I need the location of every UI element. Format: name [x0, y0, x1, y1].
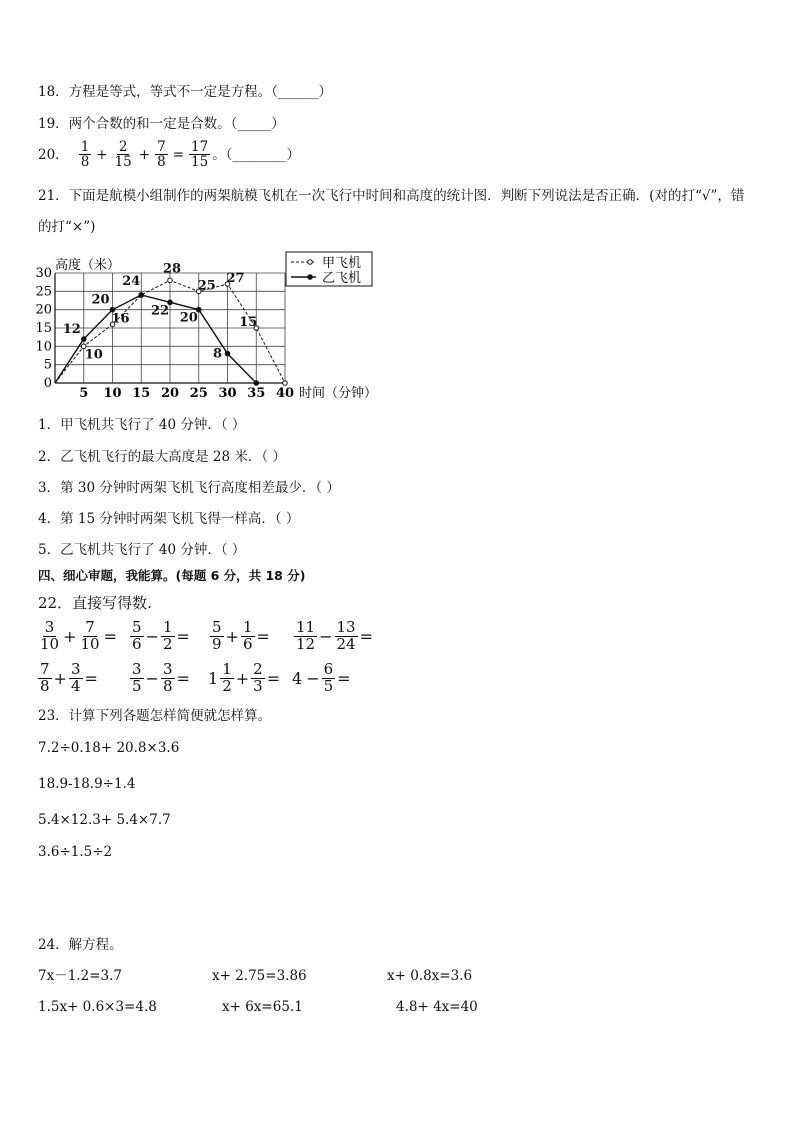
q22-expression	[292, 662, 351, 695]
section-4-title: 四、细心审题，我能算。(每题 6 分，共 18 分)	[38, 568, 306, 583]
operator: −	[145, 668, 159, 688]
fraction	[130, 662, 144, 695]
numerator: 1	[80, 139, 90, 155]
chart-labels	[63, 261, 258, 362]
q20-end: ）	[286, 146, 300, 163]
numerator: 1	[222, 660, 232, 678]
denominator: 6	[242, 634, 253, 653]
denominator: 10	[80, 634, 100, 653]
numerator: 3	[44, 618, 55, 636]
question-23-title: 23．计算下列各题怎样简便就怎样算。	[38, 708, 272, 724]
q18-tail: ）	[318, 84, 332, 100]
operator: +	[225, 626, 239, 646]
numerator: 1	[162, 618, 173, 636]
q22-expression	[128, 620, 190, 653]
numerator: 5	[212, 618, 222, 636]
data-label: 28	[162, 261, 182, 277]
data-label: 12	[62, 322, 81, 337]
fraction	[210, 620, 224, 653]
fraction	[322, 662, 336, 695]
x-tick-label: 40	[275, 386, 295, 400]
data-point-yi	[225, 351, 230, 356]
y-axis-label: 高度（米）	[55, 258, 121, 273]
numerator: 7	[40, 660, 50, 678]
y-tick-label: 20	[35, 302, 52, 318]
whole-number: 4	[292, 668, 303, 688]
x-tick-label: 25	[189, 386, 208, 400]
numerator: 5	[132, 618, 142, 636]
denominator: 8	[40, 676, 50, 695]
fraction	[220, 662, 234, 695]
operator: −	[319, 626, 333, 646]
denominator: 5	[132, 676, 142, 695]
q21-item-2: 2．乙飞机飞行的最大高度是 28 米．（ ）	[38, 449, 286, 465]
data-label: 8	[212, 346, 223, 362]
question-18	[38, 84, 332, 100]
q22-expression	[128, 662, 190, 695]
numerator: 6	[323, 660, 334, 678]
q23-item-2: 18.9-18.9÷1.4	[38, 776, 136, 792]
q20-result-fraction	[189, 140, 210, 169]
question-20	[38, 140, 300, 169]
numerator: 2	[118, 139, 128, 155]
equals-sign: =	[172, 146, 184, 163]
equals-sign: =	[266, 668, 281, 688]
q19-blank[interactable]: _____	[237, 116, 272, 132]
question-22-title: 22．直接写得数.	[38, 594, 152, 612]
x-tick-label: 30	[218, 386, 237, 400]
legend-label: 甲飞机	[322, 256, 362, 271]
operator: −	[306, 668, 320, 688]
q24-eq-6: 4.8+ 4x=40	[396, 999, 478, 1015]
numerator: 2	[253, 660, 263, 678]
mixed-whole: 1	[208, 668, 219, 688]
fraction	[38, 620, 61, 653]
data-label: 10	[84, 347, 103, 363]
equals-sign: =	[256, 626, 270, 646]
x-tick-label: 10	[103, 386, 122, 400]
q22-expression	[208, 662, 280, 695]
x-tick-label: 20	[160, 386, 180, 400]
fraction	[335, 620, 358, 653]
plus-sign: +	[138, 146, 151, 163]
numerator: 13	[336, 618, 356, 636]
denominator: 12	[296, 634, 316, 653]
legend-marker-jia	[308, 260, 313, 265]
data-label: 25	[197, 278, 216, 294]
numerator: 7	[157, 139, 166, 155]
equals-sign: =	[84, 668, 98, 688]
q22-expression	[36, 620, 117, 653]
denominator: 2	[162, 634, 173, 653]
question-21-line-2: 的打“×”)	[38, 219, 96, 235]
y-tick-label: 25	[35, 284, 52, 300]
q20-fraction-1	[79, 140, 92, 169]
x-tick-label: 5	[79, 386, 89, 400]
data-label: 15	[239, 315, 258, 330]
y-tick-label: 15	[35, 321, 52, 336]
q24-eq-5: x+ 6x=65.1	[222, 999, 303, 1015]
fraction	[79, 620, 102, 653]
y-tick-label: 0	[43, 376, 52, 391]
q19-text: 19．两个合数的和一定是合数。（	[38, 116, 238, 132]
denominator: 6	[132, 634, 142, 653]
q21-item-3: 3．第 30 分钟时两架飞机飞行高度相差最少．（ ）	[38, 480, 340, 496]
numerator: 11	[296, 618, 316, 636]
q24-eq-2: x+ 2.75=3.86	[212, 968, 307, 984]
q23-item-1: 7.2÷0.18+ 20.8×3.6	[38, 740, 180, 756]
denominator: 2	[222, 676, 232, 695]
q20-fraction-3	[155, 140, 168, 169]
plus-sign: +	[96, 146, 108, 163]
data-label: 20	[91, 292, 110, 308]
y-tick-label: 10	[35, 339, 52, 355]
question-19	[38, 116, 285, 132]
numerator: 7	[85, 618, 95, 636]
chart-series	[55, 278, 287, 385]
q18-text: 18．方程是等式，等式不一定是方程。（	[38, 84, 278, 100]
chart-legend	[286, 252, 372, 286]
equals-sign: =	[103, 626, 117, 646]
operator: +	[235, 668, 250, 688]
operator: +	[53, 668, 67, 688]
data-point-yi	[254, 381, 259, 386]
data-point-jia	[283, 381, 288, 386]
numerator: 3	[162, 660, 173, 678]
data-label: 27	[226, 271, 245, 286]
fraction	[161, 662, 175, 695]
q21-item-5: 5．乙飞机共飞行了 40 分钟．（ ）	[38, 542, 246, 558]
q24-eq-4: 1.5x+ 0.6×3=4.8	[38, 999, 157, 1015]
equals-sign: =	[176, 626, 190, 646]
q23-item-4: 3.6÷1.5÷2	[38, 844, 113, 860]
legend-label: 乙飞机	[322, 271, 362, 286]
fraction	[251, 662, 265, 695]
denominator: 8	[157, 154, 166, 171]
denominator: 15	[114, 154, 132, 171]
data-point-jia	[168, 278, 173, 283]
data-label: 20	[179, 310, 198, 326]
equals-sign: =	[176, 668, 190, 688]
x-axis-label: 时间（分钟）	[299, 386, 378, 400]
fraction	[294, 620, 317, 653]
data-label: 24	[122, 274, 141, 289]
question-21-line-1: 21．下面是航模小组制作的两架航模飞机在一次飞行中时间和高度的统计图．判断下列说法是否正确．(对的打“√”，错	[38, 188, 745, 204]
denominator: 4	[70, 676, 81, 695]
y-tick-label: 5	[43, 357, 52, 373]
fraction	[161, 620, 175, 653]
q20-tail: 。（	[212, 146, 233, 163]
q24-eq-3: x+ 0.8x=3.6	[387, 968, 473, 984]
q22-expression	[208, 620, 270, 653]
denominator: 24	[336, 634, 356, 653]
flight-height-line-chart	[30, 250, 390, 400]
denominator: 8	[80, 154, 90, 171]
question-24-title: 24．解方程。	[38, 937, 123, 953]
q21-item-1: 1．甲飞机共飞行了 40 分钟．（ ）	[38, 417, 246, 433]
q20-blank[interactable]: ________	[232, 146, 287, 163]
denominator: 8	[162, 676, 173, 695]
fraction	[241, 620, 255, 653]
data-point-yi	[139, 293, 144, 298]
fraction	[130, 620, 144, 653]
q24-eq-1: 7x－1.2=3.7	[38, 968, 122, 984]
denominator: 5	[323, 676, 334, 695]
denominator: 15	[191, 154, 209, 171]
q22-expression	[36, 662, 98, 695]
legend-marker-yi	[308, 275, 313, 280]
x-tick-label: 35	[247, 386, 266, 400]
equals-sign: =	[359, 626, 373, 646]
equals-sign: =	[337, 668, 351, 688]
numerator: 1	[242, 618, 253, 636]
q19-tail: ）	[271, 116, 285, 132]
numerator: 17	[191, 139, 209, 155]
q22-expression	[292, 620, 373, 653]
operator: +	[63, 626, 77, 646]
x-tick-label: 15	[132, 386, 151, 400]
denominator: 3	[253, 676, 263, 695]
operator: −	[145, 626, 159, 646]
q18-blank[interactable]: ______	[277, 84, 319, 100]
y-tick-label: 30	[35, 266, 52, 281]
q23-item-3: 5.4×12.3+ 5.4×7.7	[38, 812, 171, 828]
q21-item-4: 4．第 15 分钟时两架飞机飞得一样高．（ ）	[38, 511, 300, 527]
q20-fraction-2	[113, 140, 134, 169]
data-label: 22	[150, 303, 170, 319]
numerator: 3	[70, 660, 81, 678]
q20-number: 20．	[38, 146, 69, 163]
fraction	[38, 662, 52, 695]
numerator: 3	[132, 660, 142, 678]
data-label: 16	[111, 311, 130, 327]
data-point-yi	[81, 337, 86, 342]
denominator: 10	[40, 634, 60, 653]
denominator: 9	[212, 634, 222, 653]
fraction	[69, 662, 83, 695]
